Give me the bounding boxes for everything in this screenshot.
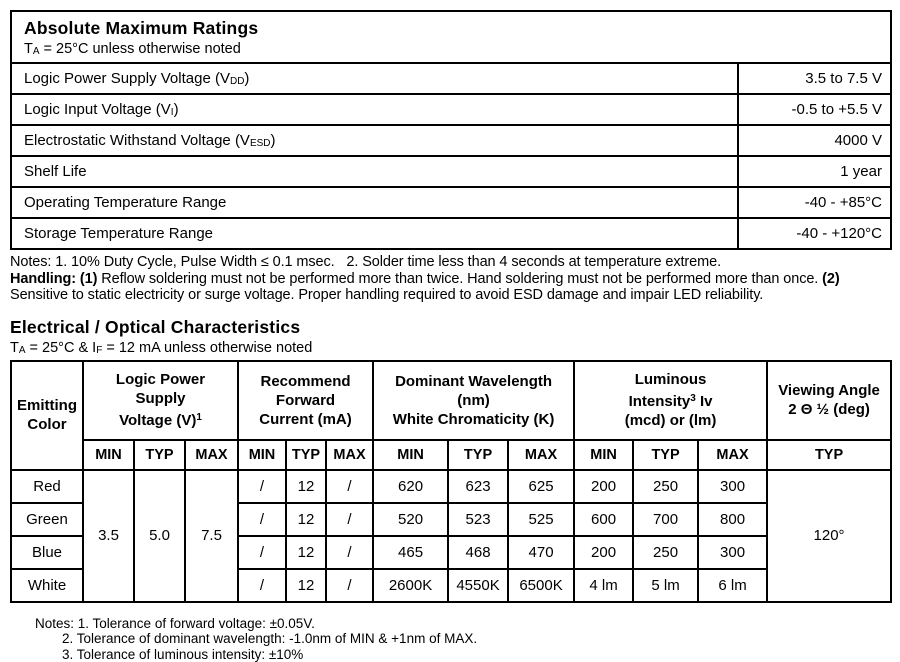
rating-value: 1 year	[738, 156, 891, 187]
rating-value: 3.5 to 7.5 V	[738, 63, 891, 94]
tolerance-note-3: 3. Tolerance of luminous intensity: ±10%	[62, 646, 304, 662]
data-cell: 600	[574, 503, 633, 536]
table-row	[11, 187, 891, 218]
sub-header-cell: TYP	[448, 440, 508, 470]
data-cell: 12	[286, 569, 326, 602]
data-cell: 468	[448, 536, 508, 569]
data-cell: /	[326, 569, 373, 602]
data-cell: 700	[633, 503, 698, 536]
sub-header-cell: TYP	[134, 440, 185, 470]
voltage-max-cell: 7.5	[185, 470, 238, 602]
sub-header-cell: TYP	[286, 440, 326, 470]
emitting-color-cell: Red	[11, 470, 83, 503]
table-row	[11, 156, 891, 187]
rating-value: -0.5 to +5.5 V	[738, 94, 891, 125]
table-title-row	[11, 11, 891, 63]
sub-header-cell: MIN	[238, 440, 286, 470]
voltage-min-cell: 3.5	[83, 470, 134, 602]
rating-label: Logic Input Voltage $(V_I)$	[11, 94, 738, 125]
electro-optical-title: Electrical / Optical Characteristics	[10, 316, 301, 337]
data-cell: 200	[574, 536, 633, 569]
viewing-angle-cell: 120°	[767, 470, 891, 602]
rating-label: Shelf Life	[11, 156, 738, 187]
data-cell: 250	[633, 470, 698, 503]
data-cell: 6500K	[508, 569, 574, 602]
data-cell: 12	[286, 470, 326, 503]
header-group-row	[11, 361, 891, 440]
sub-header-row	[11, 440, 891, 470]
data-cell: 12	[286, 503, 326, 536]
col-header-viewing-angle: Viewing Angle 2 Θ ½ (deg)	[767, 361, 891, 440]
data-cell: 2600K	[373, 569, 448, 602]
emitting-color-cell: White	[11, 569, 83, 602]
emitting-color-cell: Blue	[11, 536, 83, 569]
tolerance-note-1: Notes: 1. Tolerance of forward voltage: ±0.05V.	[35, 615, 315, 631]
electrical-optical-table	[10, 360, 892, 603]
sub-header-cell: TYP	[767, 440, 891, 470]
col-header-dominant-wavelength: Dominant Wavelength (nm) White Chromaticity (K)	[373, 361, 574, 440]
data-cell: 620	[373, 470, 448, 503]
electro-optical-condition: $T_A = 25^\circ C$ & $I_F = 12$ mA unless otherwise noted	[10, 339, 313, 356]
data-cell: 300	[698, 470, 767, 503]
abs-max-title-cell	[11, 11, 891, 63]
col-header-logic-power: Logic Power Supply Voltage $(V)^1$	[83, 361, 238, 440]
duty-cycle-note: Notes: 1. 10% Duty Cycle, Pulse Width ≤ 0.1 msec. 2. Solder time less than 4 seconds at temperature extreme.	[10, 254, 721, 270]
data-cell: 623	[448, 470, 508, 503]
data-cell: 4550K	[448, 569, 508, 602]
absolute-maximum-ratings-table	[10, 10, 892, 250]
rating-label: Logic Power Supply Voltage $(V_{DD})$	[11, 63, 738, 94]
data-cell: /	[238, 470, 286, 503]
table-row	[11, 94, 891, 125]
table-row	[11, 63, 891, 94]
voltage-typ-cell: 5.0	[134, 470, 185, 602]
table-row	[11, 125, 891, 156]
rating-value: 4000 V	[738, 125, 891, 156]
data-cell: 4 lm	[574, 569, 633, 602]
data-cell: 300	[698, 536, 767, 569]
data-cell: /	[238, 536, 286, 569]
data-cell: 250	[633, 536, 698, 569]
sub-header-cell: MIN	[83, 440, 134, 470]
table-row	[11, 218, 891, 249]
data-cell: /	[238, 503, 286, 536]
sub-header-cell: MIN	[574, 440, 633, 470]
data-cell: /	[326, 470, 373, 503]
data-cell: 523	[448, 503, 508, 536]
abs-max-title: Absolute Maximum Ratings	[24, 18, 259, 38]
sub-header-cell: MAX	[698, 440, 767, 470]
col-header-forward-current: Recommend Forward Current (mA)	[238, 361, 373, 440]
data-cell: 12	[286, 536, 326, 569]
data-cell: 5 lm	[633, 569, 698, 602]
sub-header-cell: MIN	[373, 440, 448, 470]
sub-header-cell: MAX	[508, 440, 574, 470]
tolerance-note-2: 2. Tolerance of dominant wavelength: -1.0nm of MIN & +1nm of MAX.	[62, 631, 478, 647]
data-cell: 465	[373, 536, 448, 569]
data-cell: 520	[373, 503, 448, 536]
sub-header-cell: TYP	[633, 440, 698, 470]
table-row-red	[11, 470, 891, 503]
rating-label: Electrostatic Withstand Voltage $(V_{ESD})$	[11, 125, 738, 156]
data-cell: 470	[508, 536, 574, 569]
rating-value: -40 - +85°C	[738, 187, 891, 218]
data-cell: 525	[508, 503, 574, 536]
rating-label: Operating Temperature Range	[11, 187, 738, 218]
abs-max-notes	[10, 254, 896, 304]
electro-optical-notes	[10, 616, 890, 662]
data-cell: /	[238, 569, 286, 602]
emitting-color-cell: Green	[11, 503, 83, 536]
col-header-luminous-intensity: Luminous Intensity$^3$ Iv (mcd) or (lm)	[574, 361, 767, 440]
data-cell: /	[326, 503, 373, 536]
sub-header-cell: MAX	[185, 440, 238, 470]
abs-max-condition: $T_A = 25^\circ C$ unless otherwise noted	[24, 41, 241, 57]
rating-label: Storage Temperature Range	[11, 218, 738, 249]
data-cell: 800	[698, 503, 767, 536]
rating-value: -40 - +120°C	[738, 218, 891, 249]
handling-note: Handling: (1) Reflow soldering must not be performed more than twice. Hand soldering must not be performed more than once. (2) Sensitive to static electricity or surge voltage. Proper handling required to avoid ESD damage and impair LED reliability.	[10, 270, 840, 304]
data-cell: 6 lm	[698, 569, 767, 602]
data-cell: 200	[574, 470, 633, 503]
data-cell: /	[326, 536, 373, 569]
sub-header-cell: MAX	[326, 440, 373, 470]
data-cell: 625	[508, 470, 574, 503]
col-header-emitting-color: Emitting Color	[11, 361, 83, 470]
